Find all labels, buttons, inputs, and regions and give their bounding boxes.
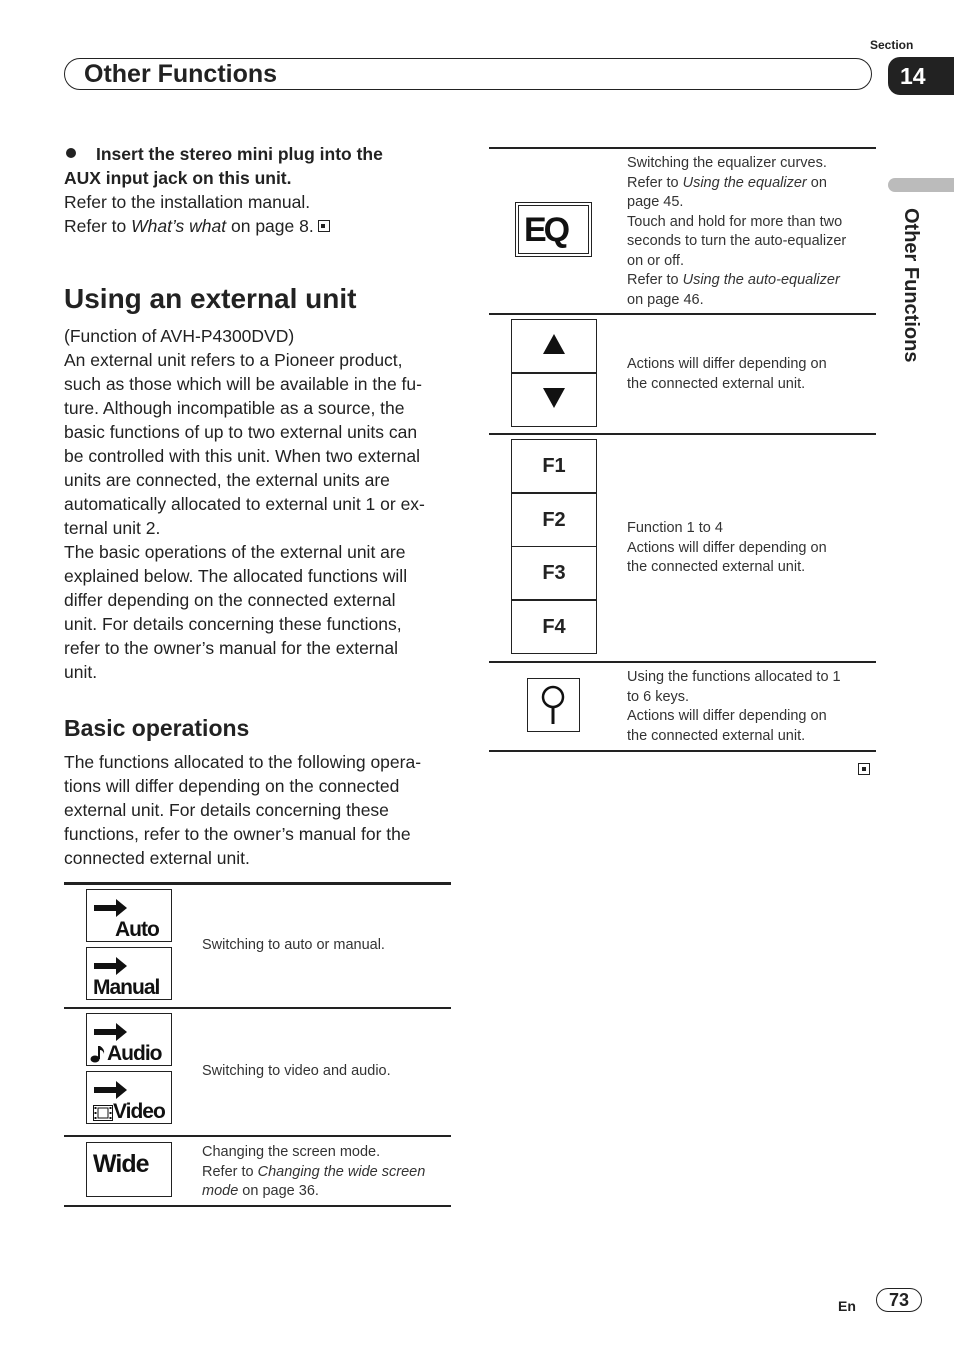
body-line: be controlled with this unit. When two external bbox=[64, 446, 421, 466]
search-description-line: the connected external unit. bbox=[627, 727, 806, 744]
auto-button[interactable] bbox=[86, 889, 172, 942]
triangle-up-icon bbox=[543, 334, 565, 354]
bullet-icon bbox=[66, 148, 76, 158]
body-line: differ depending on the connected external bbox=[64, 590, 396, 610]
body-line: external unit. For details concerning these bbox=[64, 800, 389, 820]
table-top-rule bbox=[489, 147, 876, 149]
eq-button[interactable] bbox=[515, 202, 592, 257]
side-tab-bar bbox=[888, 178, 954, 192]
magnifier-icon bbox=[540, 685, 566, 725]
body-line: refer to the owner’s manual for the external bbox=[64, 638, 398, 658]
search-description-line: Actions will differ depending on bbox=[627, 708, 827, 724]
search-description-line: to 6 keys. bbox=[627, 688, 690, 705]
eq-description-line: Refer to Using the auto-equalizer bbox=[627, 272, 840, 288]
body-line: unit. bbox=[64, 662, 98, 682]
aux-step-text-1: Refer to the installation manual. bbox=[64, 192, 311, 212]
arrow-right-icon bbox=[94, 956, 128, 976]
language-label: En bbox=[838, 1298, 856, 1314]
eq-description-line: Touch and hold for more than two bbox=[627, 213, 843, 230]
video-button-label: Video bbox=[113, 1100, 165, 1123]
body-line: An external unit refers to a Pioneer product, bbox=[64, 350, 403, 370]
body-line: The basic operations of the external unit are bbox=[64, 542, 406, 562]
table-row-divider bbox=[64, 1135, 451, 1137]
eq-description-line: on page 46. bbox=[627, 291, 704, 308]
f-keys-description-line: the connected external unit. bbox=[627, 559, 806, 575]
aux-step-heading-1: Insert the stereo mini plug into the bbox=[96, 144, 383, 164]
body-line: unit. For details concerning these functions, bbox=[64, 614, 402, 634]
body-line: connected external unit. bbox=[64, 848, 250, 868]
eq-description-line: on or off. bbox=[627, 252, 684, 269]
wide-description-line: Changing the screen mode. bbox=[202, 1144, 381, 1160]
section-number: 14 bbox=[888, 57, 954, 95]
wide-description-line: Refer to Changing the wide screen bbox=[202, 1163, 426, 1180]
body-line: automatically allocated to external unit 1 or ex- bbox=[64, 494, 425, 514]
eq-description bbox=[627, 154, 846, 310]
wide-description bbox=[202, 1143, 425, 1202]
wide-button-label: Wide bbox=[93, 1150, 149, 1178]
audio-video-description: Switching to video and audio. bbox=[202, 1063, 391, 1079]
section-label: Section bbox=[870, 38, 914, 52]
table-row-divider bbox=[489, 313, 876, 315]
body-line: The functions allocated to the following opera- bbox=[64, 752, 422, 772]
body-line: explained below. The allocated functions will bbox=[64, 566, 408, 586]
page-title: Other Functions bbox=[84, 60, 278, 88]
auto-manual-description: Switching to auto or manual. bbox=[202, 937, 385, 953]
audio-button-label: Audio bbox=[107, 1042, 162, 1065]
table-bottom-rule bbox=[64, 1205, 451, 1207]
manual-button-label: Manual bbox=[93, 976, 160, 999]
body-line: ternal unit 2. bbox=[64, 518, 161, 538]
search-button[interactable] bbox=[527, 678, 580, 732]
body-line: functions, refer to the owner’s manual for the bbox=[64, 824, 411, 844]
body-line: ture. Although incompatible as a source, the bbox=[64, 398, 405, 418]
f-keys-description-line: Function 1 to 4 bbox=[627, 520, 723, 536]
music-note-icon bbox=[90, 1044, 106, 1064]
f3-button[interactable]: F3 bbox=[511, 546, 597, 600]
body-line: such as those which will be available in the fu- bbox=[64, 374, 422, 394]
aux-step bbox=[64, 142, 454, 238]
eq-description-line: Switching the equalizer curves. bbox=[627, 155, 827, 171]
video-button[interactable] bbox=[86, 1071, 172, 1124]
arrow-right-icon bbox=[94, 1022, 128, 1042]
section-heading-external-unit: Using an external unit bbox=[64, 283, 357, 314]
basic-operations-body bbox=[64, 750, 454, 870]
f-keys-description bbox=[627, 519, 827, 578]
triangle-down-icon bbox=[543, 388, 565, 408]
page-number: 73 bbox=[876, 1288, 922, 1312]
subheading-basic-operations: Basic operations bbox=[64, 715, 250, 741]
eq-button-label: EQ bbox=[524, 211, 568, 249]
auto-button-label: Auto bbox=[115, 918, 159, 941]
eq-description-line: Refer to Using the equalizer on bbox=[627, 174, 827, 191]
aux-step-text-2: Refer to What’s what on page 8. bbox=[64, 214, 454, 238]
wide-button[interactable] bbox=[86, 1142, 172, 1197]
table-bottom-rule bbox=[489, 750, 876, 752]
external-unit-body bbox=[64, 324, 454, 684]
table-row-divider bbox=[489, 661, 876, 663]
wide-description-line: mode on page 36. bbox=[202, 1183, 319, 1199]
body-line: units are connected, the external units are bbox=[64, 470, 390, 490]
arrow-right-icon bbox=[94, 1080, 128, 1100]
manual-button[interactable] bbox=[86, 947, 172, 1000]
body-line: tions will differ depending on the connected bbox=[64, 776, 400, 796]
table-row-divider bbox=[64, 1007, 451, 1009]
eq-description-line: seconds to turn the auto-equalizer bbox=[627, 233, 847, 249]
aux-step-heading-2: AUX input jack on this unit. bbox=[64, 168, 292, 188]
f-keys-description-line: Actions will differ depending on bbox=[627, 539, 827, 556]
table-top-rule bbox=[64, 882, 451, 885]
end-mark-icon bbox=[858, 763, 870, 775]
eq-description-line: page 45. bbox=[627, 194, 684, 210]
f2-button[interactable]: F2 bbox=[511, 493, 597, 547]
table-row-divider bbox=[489, 433, 876, 435]
updown-description bbox=[627, 355, 827, 394]
arrow-right-icon bbox=[94, 898, 128, 918]
body-line: basic functions of up to two external units can bbox=[64, 422, 418, 442]
end-mark-icon bbox=[318, 220, 330, 232]
f1-button[interactable]: F1 bbox=[511, 439, 597, 493]
updown-description-line: Actions will differ depending on bbox=[627, 356, 827, 372]
search-description bbox=[627, 668, 841, 746]
body-line: (Function of AVH-P4300DVD) bbox=[64, 326, 295, 346]
search-description-line: Using the functions allocated to 1 bbox=[627, 669, 841, 685]
side-tab-label: Other Functions bbox=[900, 208, 922, 363]
down-button[interactable] bbox=[511, 373, 597, 427]
f4-button[interactable]: F4 bbox=[511, 600, 597, 654]
up-button[interactable] bbox=[511, 319, 597, 373]
film-icon bbox=[93, 1105, 113, 1121]
audio-button[interactable] bbox=[86, 1013, 172, 1066]
updown-description-line: the connected external unit. bbox=[627, 375, 806, 392]
